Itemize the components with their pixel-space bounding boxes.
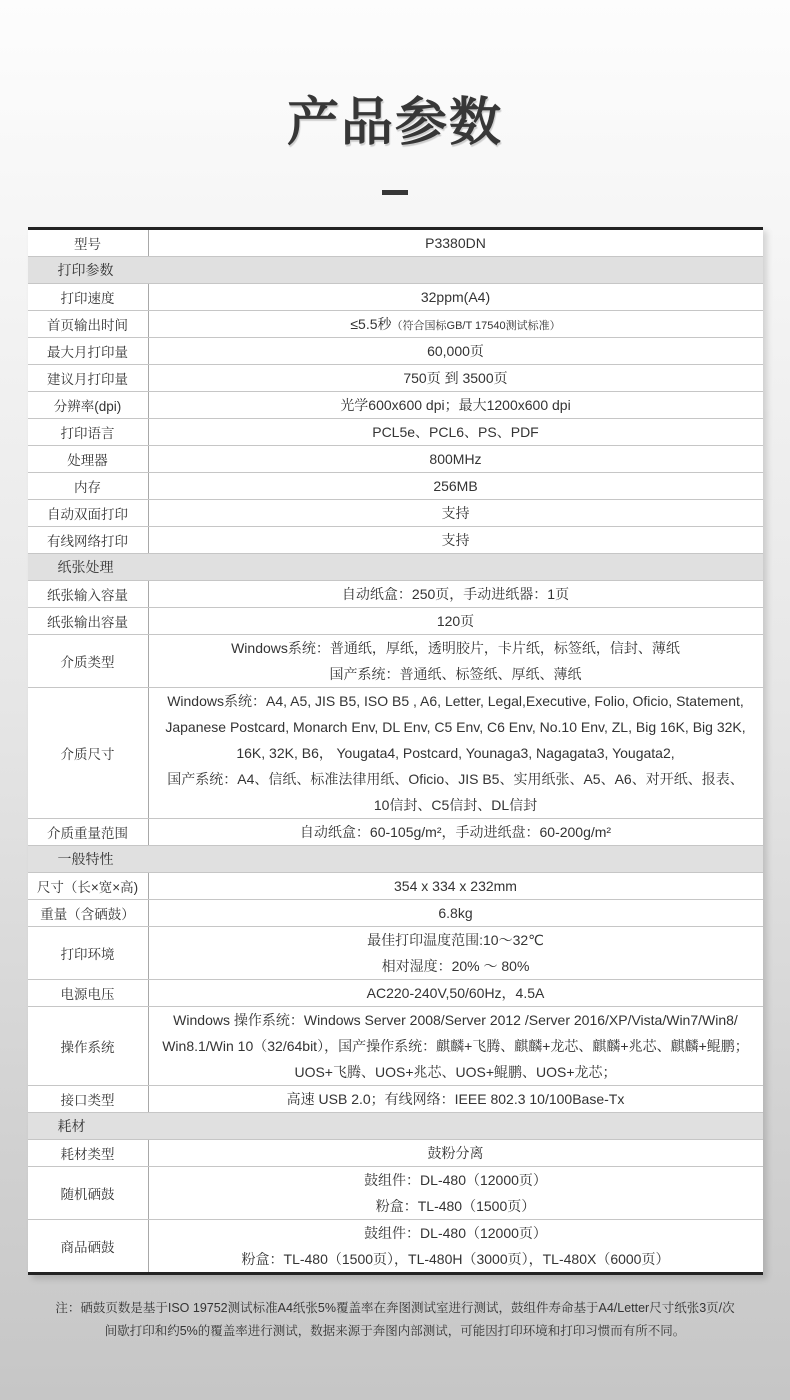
spec-value [149,446,763,472]
spec-row [28,635,763,688]
spec-row [28,900,763,927]
spec-row [28,1167,763,1220]
page-title: 产品参数 [286,94,503,152]
spec-row [28,688,763,819]
spec-label: 操作系统 [28,1007,149,1085]
spec-value [149,1086,763,1112]
spec-value-line: AC220-240V,50/60Hz，4.5A [366,985,545,1001]
spec-row [28,819,763,846]
spec-value [149,392,763,418]
spec-value-line: P3380DN [425,235,486,251]
footnote-line: 间歇打印和约5%的覆盖率进行测试，数据来源于奔图内部测试，可能因打印环境和打印习惯而有所不同。 [104,1324,686,1338]
section-header-row [28,257,763,284]
spec-value [149,365,763,391]
title-divider [382,190,408,195]
spec-value-line: 自动纸盒：60-105g/m²，手动进纸盘：60-200g/m² [299,824,612,840]
spec-value [149,1220,763,1272]
spec-value-line: 256MB [433,478,478,494]
spec-row [28,980,763,1007]
spec-row [28,230,763,257]
section-title: 耗材 [57,1118,86,1134]
spec-label: 打印语言 [28,419,149,445]
spec-value-line: Win8.1/Win 10（32/64bit），国产操作系统：麒麟+飞腾、麒麟+龙芯、麒麟+兆芯、麒麟+鲲鹏； [162,1038,749,1054]
footnote-line: 注：硒鼓页数是基于ISO 19752测试标准A4纸张5%覆盖率在奔图测试室进行测试，鼓组件寿命基于A4/Letter尺寸纸张3页/次 [55,1301,735,1315]
spec-value-line: 相对湿度：20% ～ 80% [381,958,530,974]
spec-value-line: 自动纸盒：250页，手动进纸器：1页 [341,586,570,602]
spec-value-line: 最佳打印温度范围:10～32℃ [367,932,544,948]
spec-value-line: 120页 [436,613,475,629]
spec-value [149,419,763,445]
spec-value [149,581,763,607]
spec-value-line: 粉盒：TL-480（1500页），TL-480H（3000页），TL-480X（6000页） [241,1251,670,1267]
spec-value-line: 354 x 334 x 232mm [394,878,517,894]
spec-value [149,635,763,687]
spec-row [28,1140,763,1167]
spec-row [28,608,763,635]
spec-row [28,581,763,608]
spec-value-line: 粉盒：TL-480（1500页） [375,1198,536,1214]
spec-value [149,608,763,634]
spec-row [28,311,763,338]
section-title: 纸张处理 [57,559,114,575]
spec-label: 介质类型 [28,635,149,687]
spec-value [149,338,763,364]
spec-label: 介质尺寸 [28,688,149,818]
section-header-row [28,846,763,873]
spec-row [28,1220,763,1272]
spec-label: 重量（含硒鼓） [28,900,149,926]
spec-table [28,227,763,1275]
spec-value [149,1007,763,1085]
spec-value-line: 32ppm(A4) [420,289,491,305]
spec-value-line: Windows 操作系统：Windows Server 2008/Server 2012 /Server 2016/XP/Vista/Win7/Win8/ [173,1012,738,1028]
spec-value-line: 鼓组件：DL-480（12000页） [364,1225,547,1241]
spec-row [28,338,763,365]
spec-row [28,527,763,554]
spec-row [28,284,763,311]
spec-value-line: 6.8kg [438,905,473,921]
spec-value [149,688,763,818]
spec-value-main: ≤5.5秒 [350,316,392,332]
spec-value-line: 支持 [441,532,470,548]
spec-value [149,311,763,337]
spec-value-line: Japanese Postcard, Monarch Env, DL Env, C5 Env, C6 Env, No.10 Env, ZL, Big 16K, Big 32K, [165,719,746,735]
spec-row [28,927,763,980]
spec-label: 内存 [28,473,149,499]
spec-row [28,419,763,446]
section-title: 一般特性 [57,851,114,867]
spec-label: 首页输出时间 [28,311,149,337]
spec-value-line: Windows系统：普通纸，厚纸，透明胶片，卡片纸，标签纸，信封、薄纸 [231,640,680,656]
spec-row [28,446,763,473]
spec-value-line: 鼓粉分离 [427,1145,484,1161]
spec-value [149,284,763,310]
spec-value-line: 800MHz [429,451,482,467]
spec-label: 自动双面打印 [28,500,149,526]
spec-row [28,1007,763,1086]
spec-value-note: （符合国标GB/T 17540测试标准） [391,320,561,332]
spec-label: 商品硒鼓 [28,1220,149,1272]
spec-value-line: Windows系统：A4, A5, JIS B5, ISO B5 , A6, Letter, Legal,Executive, Folio, Oficio, Statement, [167,693,744,709]
spec-value-line: 国产系统：普通纸、标签纸、厚纸、薄纸 [329,666,582,682]
spec-label: 纸张输出容量 [28,608,149,634]
spec-value-line: 750页 到 3500页 [403,370,508,386]
spec-value [149,473,763,499]
spec-row [28,392,763,419]
spec-label: 建议月打印量 [28,365,149,391]
spec-value [149,1167,763,1219]
spec-row [28,473,763,500]
spec-label: 接口类型 [28,1086,149,1112]
spec-value-line: 光学600x600 dpi；最大1200x600 dpi [340,397,571,413]
section-header-row [28,1113,763,1140]
spec-value-line: 国产系统：A4、信纸、标准法律用纸、Oficio、JIS B5、实用纸张、A5、A6、对开纸、报表、 [167,771,744,787]
spec-label: 尺寸（长×宽×高) [28,873,149,899]
spec-label: 纸张输入容量 [28,581,149,607]
spec-label: 型号 [28,230,149,256]
spec-value [149,927,763,979]
spec-value-line: PCL5e、PCL6、PS、PDF [372,424,539,440]
spec-value-line: UOS+飞腾、UOS+兆芯、UOS+鲲鹏、UOS+龙芯； [294,1064,617,1080]
spec-label: 分辨率(dpi) [28,392,149,418]
spec-value [149,527,763,553]
spec-label: 有线网络打印 [28,527,149,553]
spec-label: 耗材类型 [28,1140,149,1166]
spec-label: 打印速度 [28,284,149,310]
spec-value [149,1140,763,1166]
spec-value [149,500,763,526]
spec-value [149,819,763,845]
spec-row [28,365,763,392]
spec-value-line: 高速 USB 2.0；有线网络：IEEE 802.3 10/100Base-Tx [286,1091,625,1107]
spec-value-line: 16K, 32K, B6， Yougata4, Postcard, Younaga3, Nagagata3, Yougata2, [236,745,675,761]
spec-value-line: 支持 [441,505,470,521]
spec-value [149,980,763,1006]
footnote [0,1297,790,1343]
spec-label: 打印环境 [28,927,149,979]
section-title: 打印参数 [57,262,114,278]
spec-value [149,900,763,926]
spec-value [149,873,763,899]
spec-row [28,873,763,900]
spec-row [28,1086,763,1113]
spec-value-line [157,311,755,337]
spec-value-line: 鼓组件：DL-480（12000页） [364,1172,547,1188]
spec-label: 介质重量范围 [28,819,149,845]
spec-value [149,230,763,256]
spec-label: 最大月打印量 [28,338,149,364]
spec-value-line: 10信封、C5信封、DL信封 [373,797,538,813]
spec-row [28,500,763,527]
spec-label: 电源电压 [28,980,149,1006]
spec-label: 处理器 [28,446,149,472]
spec-value-line: 60,000页 [427,343,484,359]
spec-label: 随机硒鼓 [28,1167,149,1219]
section-header-row [28,554,763,581]
